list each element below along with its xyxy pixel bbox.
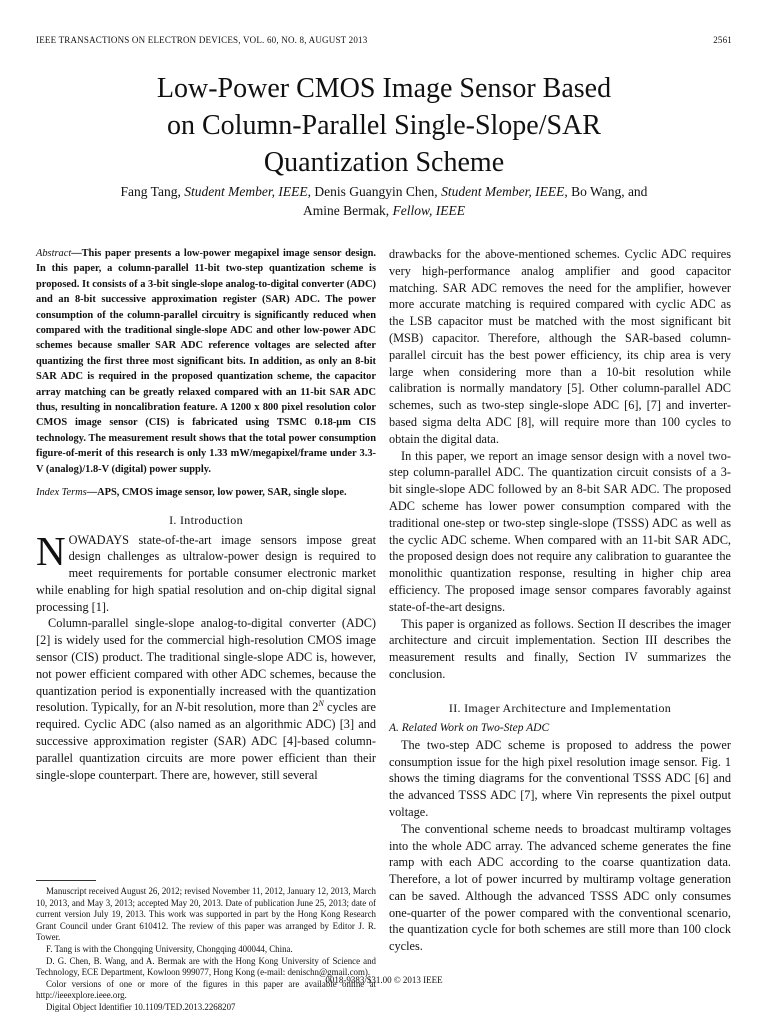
- journal-header: IEEE TRANSACTIONS ON ELECTRON DEVICES, VOL. 60, NO. 8, AUGUST 2013: [36, 35, 368, 45]
- footnotes: [36, 886, 376, 1014]
- left-column: [36, 246, 376, 783]
- author-4-role: Fellow, IEEE: [392, 203, 466, 218]
- right-paragraph-3: This paper is organized as follows. Section II describes the imager architecture and circuit implementation. Section III describes the measurement results and finally, Section IV summarizes the conclusion.: [389, 616, 731, 681]
- footnote-doi: Digital Object Identifier 10.1109/TED.2013.2268207: [46, 1001, 236, 1012]
- right-paragraph-5: The conventional scheme needs to broadcast multiramp voltages into the whole ADC array. The advanced scheme generates the fine ramp with each ADC according to the coarse quantization data. Therefore, a lot of power incurred by multiramp voltage generation can be saved. Although the advanced TSSS ADC only consumes one-quarter of the power compared with the conventional scenario, the quantization cycle for both schemes are still more than 100 clock cycles.: [389, 821, 731, 954]
- footnote-manuscript: Manuscript received August 26, 2012; revised November 11, 2012, January 12, 2013, March 10, 2013, and May 3, 2013; accepted May 20, 2013. Date of publication June 25, 2013; date of current version July 19, 2013. This work was supported in part by the Hong Kong Research Grant Council under Grant 610412. The review of this paper was arranged by Editor J. R. Tower.: [36, 886, 376, 943]
- intro-p1-text: OWADAYS state-of-the-art image sensors impose great design challenges as ultralow-power design is required to meet requirements for portable consumer electronic market while enabling for high spatial resolution and on-chip digital signal processing [1].: [36, 532, 376, 614]
- author-2-role: Student Member, IEEE: [441, 184, 565, 199]
- footnote-color: Color versions of one or more of the figures in this paper are available online at http://ieeexplore.ieee.org.: [36, 978, 376, 1001]
- title-line-3: Quantization Scheme: [263, 147, 505, 178]
- page-number: 2561: [713, 35, 732, 45]
- footnote-rule: [36, 880, 96, 881]
- abstract-text: —This paper presents a low-power megapixel image sensor design. In this paper, a column-parallel 11-bit two-step quantization scheme is proposed. It consists of a 3-bit single-slope analog-to-digital converter (ADC) and an 8-bit successive approximation register (SAR) ADC. The power consumption of the column-parallel circuitry is significantly reduced when compared with the traditional single-slope ADC and other low-power ADC schemes because smaller SAR ADC reference voltages are selected after quantizing the first three most significant bits. In addition, as only an 8-bit SAR ADC is required in the proposed quantization scheme, the capacitor array matching can be greatly relaxed compared with an 11-bit SAR ADC thus, resulting in noncalibration feature. A 1200 x 800 pixel resolution color CMOS image sensor (CIS) is fabricated using TSMC 0.18-μm CIS technology. The measurement result shows that the total power consumption figure-of-merit of this research is only 1.33 mW/megapixel/frame under 3.3-V (analog)/1.8-V (digital) power supply.: [36, 248, 376, 475]
- right-paragraph-1: drawbacks for the above-mentioned schemes. Cyclic ADC requires very high-performance analog amplifier and good capacitor matching. SAR ADC removes the need for the amplifier, however more accurate matching is required compared with cyclic ADC as the LSB capacitor must be matched with the most significant bit (MSB) capacitor. Therefore, although the SAR-based column-parallel circuit has the best power efficiency, its chip area is very large when considering more than a 10-bit resolution while calibration is normally mandatory [5]. Other column-parallel ADC schemes, such as two-step single-slope ADC [6], [7] and inverter-based sigma delta ADC [8], will require more than 100 cycles to obtain the digital data.: [389, 247, 731, 446]
- author-1-name: Fang Tang,: [120, 184, 185, 199]
- intro-paragraph-2: [36, 615, 376, 783]
- abstract: [36, 246, 376, 477]
- footnote-affiliation-2: D. G. Chen, B. Wang, and A. Bermak are with the Hong Kong University of Science and Technology, ECE Department, Kowloon 999077, Hong Kong (e-mail: denischn@gmail.com).: [36, 955, 376, 978]
- title-line-2: on Column-Parallel Single-Slope/SAR: [167, 110, 601, 141]
- section-2-heading: II. Imager Architecture and Implementation: [448, 700, 672, 715]
- author-list: [60, 182, 708, 220]
- author-3-name: , Bo Wang, and: [564, 184, 648, 199]
- index-terms-text: —APS, CMOS image sensor, low power, SAR, single slope.: [86, 487, 347, 499]
- index-terms: [36, 485, 376, 500]
- intro-p2-sup: N: [318, 699, 324, 709]
- right-paragraph-2: In this paper, we report an image sensor design with a novel two-step column-parallel ADC. The quantization circuit consists of a 3-bit single-slope ADC followed by an 8-bit SAR ADC. The proposed ADC scheme has lower power consumption compared with the traditional one-step or two-step single-slope (TSSS) ADC as well as the cyclic ADC scheme. When compared with an 11-bit SAR ADC, the proposed design does not require any calibration to guarantee the monolithic quantization response, resulting in higher chip area efficiency. The proposed image sensor compares favorably against state-of-the-art designs.: [389, 448, 731, 614]
- right-paragraph-4: The two-step ADC scheme is proposed to address the power consumption issue for the high pixel resolution image sensor. Fig. 1 shows the timing diagrams for the conventional TSSS ADC [6] and the advanced TSSS ADC [7], where Vin represents the pixel output voltage.: [389, 737, 731, 819]
- index-terms-label: Index Terms: [36, 487, 87, 499]
- running-header: [36, 35, 732, 49]
- drop-cap: N: [36, 527, 66, 574]
- intro-p2-text-b: -bit resolution, more than 2: [183, 700, 319, 715]
- intro-p2-n: N: [175, 700, 184, 715]
- section-1-heading: I. Introduction: [169, 512, 243, 527]
- paper-title: [60, 70, 708, 181]
- right-column: [389, 246, 731, 955]
- intro-p2-text-c: cycles are required. Cyclic ADC (also named as an algorithmic ADC) [3] and successive approximation register (SAR) ADC [4]-based column-parallel quantization circuits are more power efficient than their single-slope counterpart. There are, however, still several: [36, 700, 376, 782]
- title-line-1: Low-Power CMOS Image Sensor Based: [156, 73, 612, 104]
- intro-paragraph-1: [36, 527, 376, 616]
- copyright-footer: 0018-9383/$31.00 © 2013 IEEE: [325, 975, 443, 985]
- abstract-label: Abstract: [36, 248, 72, 259]
- footnote-affiliation-1: F. Tang is with the Chongqing University, Chongqing 400044, China.: [46, 943, 293, 954]
- author-4-name: Amine Bermak,: [302, 203, 393, 218]
- intro-p2-text-a: Column-parallel single-slope analog-to-digital converter (ADC) [2] is widely used for the commercial high-resolution CMOS image sensor (CIS) product. The traditional single-slope ADC is, however, not power efficient compared with other ADC schemes, because the quantization period is exponentially increased with the quantization resolution. Typically, for an: [36, 616, 376, 715]
- author-1-role: Student Member, IEEE: [184, 184, 308, 199]
- author-2-name: , Denis Guangyin Chen,: [307, 184, 442, 199]
- subsection-a-heading: A. Related Work on Two-Step ADC: [389, 721, 550, 734]
